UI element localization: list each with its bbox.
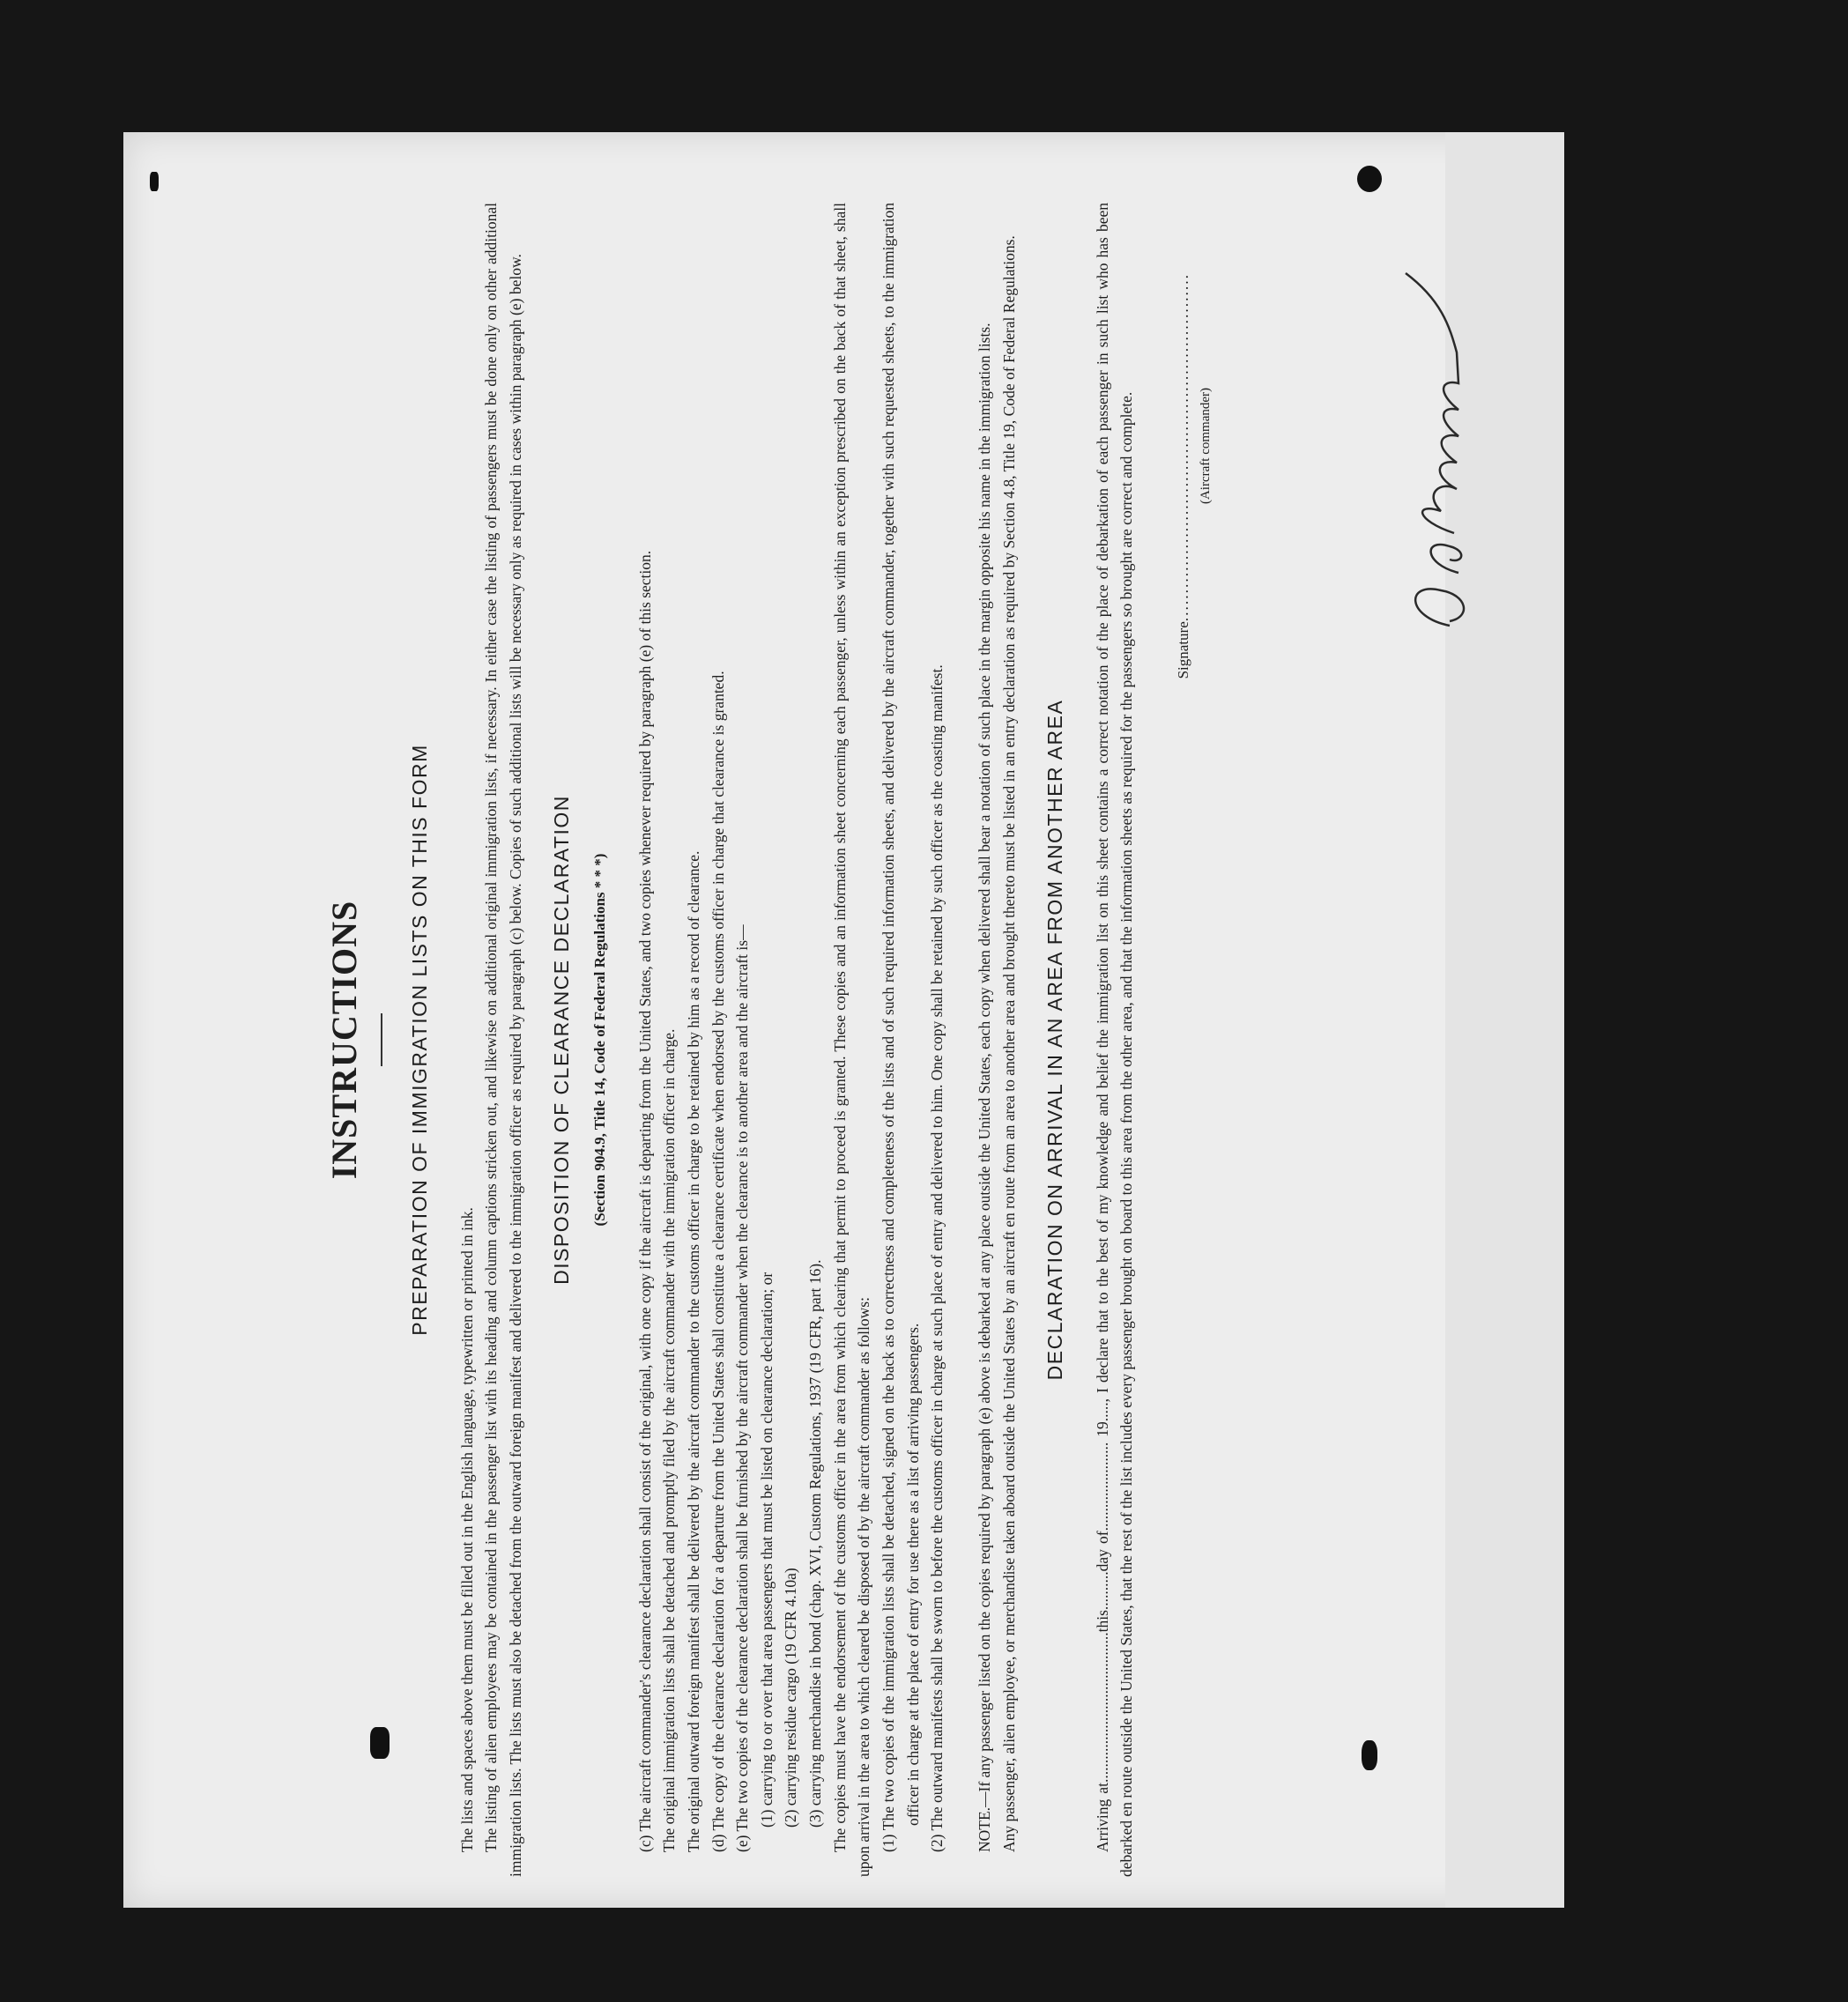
- preparation-paragraph-1: The lists and spaces above them must be filled out in the English language, typewritten or printed in ink.: [457, 1207, 476, 1852]
- disposition-subheading: (Section 904.9, Title 14, Code of Federal Regulations * * *): [590, 853, 608, 1227]
- signature-line: [1171, 203, 1196, 1877]
- signature-label: Signature: [1174, 621, 1191, 679]
- instructions-content: [313, 203, 1485, 1877]
- page-title: INSTRUCTIONS: [324, 900, 364, 1180]
- ink-blot: [1357, 166, 1382, 192]
- preparation-heading: PREPARATION OF IMMIGRATION LISTS ON THIS FORM: [408, 744, 432, 1336]
- paragraph-f2: (2) The outward manifests shall be sworn to before the customs officer in charge at such place of entry and delivered to him. One copy shall be retained by such officer as the coasting manifest.: [928, 664, 946, 1852]
- paragraph-e3: (3) carrying merchandise in bond (chap. XVI, Custom Regulations, 1937 (19 CFR, part 16).: [806, 1259, 825, 1828]
- disposition-heading: DISPOSITION OF CLEARANCE DECLARATION: [550, 795, 574, 1285]
- paragraph-copies: The copies must have the endorsement of the customs officer in the area from which clearing that permit to proceed is granted. These copies and an information sheet concerning each passenger, unless within an exception prescribed on the back of that sheet, shall upon arrival in the area to which cleared be disposed of by the aircraft commander as follows:: [830, 203, 873, 1877]
- paragraph-e2: (2) carrying residue cargo (19 CFR 4.10a): [782, 1568, 800, 1828]
- paragraph-f1: (1) The two copies of the immigration lists shall be detached, signed on the back as to correctness and completeness of the lists and of such required information sheets, and delivered by the aircraft commander, together with such requested sheets, to the immigration officer in charge at the place of entry for use there as a list of arriving passengers.: [879, 203, 922, 1852]
- preparation-paragraph-2: The listing of alien employees may be contained in the passenger list with its heading and column captions stricken out, and likewise on additional original immigration lists, if necessary. In either case the listing of passengers must be done only on other additional immigration lists. The lists must also be detached from the outward foreign manifest and delivered to the immigration officer as required by paragraph (c) below. Copies of such additional lists will be necessary only as required in cases within paragraph (e) below.: [482, 203, 524, 1877]
- paragraph-c: (c) The aircraft commander's clearance declaration shall consist of the original, with one copy if the aircraft is departing from the United States, and two copies whenever required by paragraph (e) of this section.: [635, 550, 654, 1852]
- paragraph-e1: (1) carrying to or over that area passengers that must be listed on clearance declaration; or: [757, 1272, 776, 1828]
- any-passenger-paragraph: Any passenger, alien employee, or merchandise taken aboard outside the United States by an aircraft en route from an area to another area and brought thereto must be listed in an entry declaration as required by Section 4.8, Title 19, Code of Federal Regulations.: [999, 235, 1018, 1852]
- ink-blot: [150, 172, 159, 191]
- declaration-heading: DECLARATION ON ARRIVAL IN AN AREA FROM ANOTHER AREA: [1043, 699, 1067, 1381]
- note-paragraph: NOTE.—If any passenger listed on the copies required by paragraph (e) above is debarked at any place outside the United States, each copy when delivered shall bear a notation of such place in the margin opposite his name in the immigration lists.: [975, 323, 993, 1852]
- paragraph-c2: The original immigration lists shall be detached and promptly filed by the aircraft commander with the immigration officer in charge.: [660, 1028, 679, 1852]
- signature-caption: (Aircraft commander): [1198, 388, 1213, 505]
- paragraph-d: (d) The copy of the clearance declaration for a departure from the United States shall constitute a clearance certificate when endorsed by the customs officer in charge that clearance is granted.: [709, 671, 727, 1852]
- divider: [381, 1013, 382, 1066]
- signature-dots: ..............................................................: [1173, 273, 1191, 622]
- paragraph-c3: The original outward foreign manifest shall be delivered by the aircraft commander to the customs officer in charge to be retained by him as a record of clearance.: [684, 850, 702, 1852]
- declaration-text: Arriving at.......................................this..........day of....................... 19....., I declare that to the best of my knowledge and belief the immigration list on this sheet contains a correct notation of the place of debarkation of each passenger in such list who has been debarked en route outside the United States, that the rest of the list includes every passenger brought on board to this area from the other area, and that the information sheets as required for the passengers so brought are correct and complete.: [1093, 203, 1136, 1877]
- handwritten-signature: [1388, 264, 1494, 634]
- paragraph-e: (e) The two copies of the clearance declaration shall be furnished by the aircraft commander when the clearance is to another area and the aircraft is—: [733, 924, 752, 1852]
